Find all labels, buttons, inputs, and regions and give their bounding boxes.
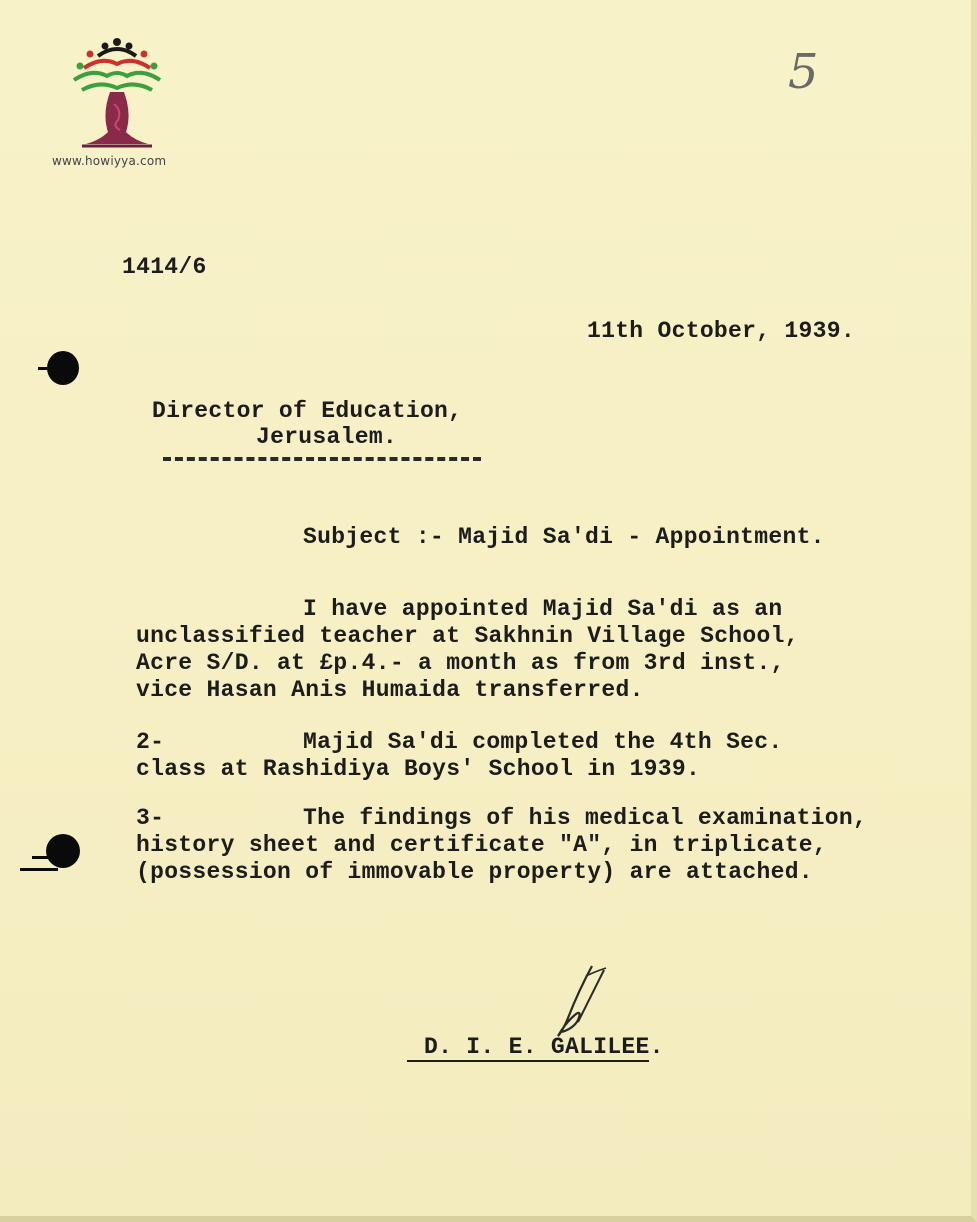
family-tree-logo-icon	[62, 34, 172, 154]
punch-mark	[32, 856, 54, 859]
signoff-underline	[407, 1060, 649, 1062]
subject-line: Subject :- Majid Sa'di - Appointment.	[303, 524, 825, 550]
paragraph-3-line: The findings of his medical examination,	[303, 805, 868, 831]
paragraph-3-line: (possession of immovable property) are attached.	[136, 859, 813, 885]
paragraph-1-line: unclassified teacher at Sakhnin Village School,	[136, 623, 799, 649]
paragraph-2-line: Majid Sa'di completed the 4th Sec.	[303, 729, 783, 755]
paragraph-2-line: class at Rashidiya Boys' School in 1939.	[136, 756, 701, 782]
letter-date: 11th October, 1939.	[587, 318, 855, 344]
addressee-divider	[163, 457, 481, 461]
signoff-title: D. I. E. GALILEE.	[424, 1034, 664, 1060]
logo-url: www.howiyya.com	[52, 154, 167, 168]
punch-hole	[46, 834, 80, 868]
paragraph-3-number: 3-	[136, 805, 165, 831]
paragraph-1-line: vice Hasan Anis Humaida transferred.	[136, 677, 644, 703]
punch-mark	[38, 367, 52, 370]
reference-number: 1414/6	[122, 254, 207, 280]
addressee-line-2: Jerusalem.	[256, 424, 398, 450]
page-number: 5	[788, 44, 819, 100]
paragraph-1-line: I have appointed Majid Sa'di as an	[303, 596, 783, 622]
paragraph-3-line: history sheet and certificate "A", in triplicate,	[136, 832, 828, 858]
handwritten-initial-signature-icon	[548, 962, 618, 1042]
paragraph-1-line: Acre S/D. at £p.4.- a month as from 3rd inst.,	[136, 650, 785, 676]
addressee-line-1: Director of Education,	[152, 398, 463, 424]
paragraph-2-number: 2-	[136, 729, 165, 755]
punch-mark	[20, 868, 58, 871]
